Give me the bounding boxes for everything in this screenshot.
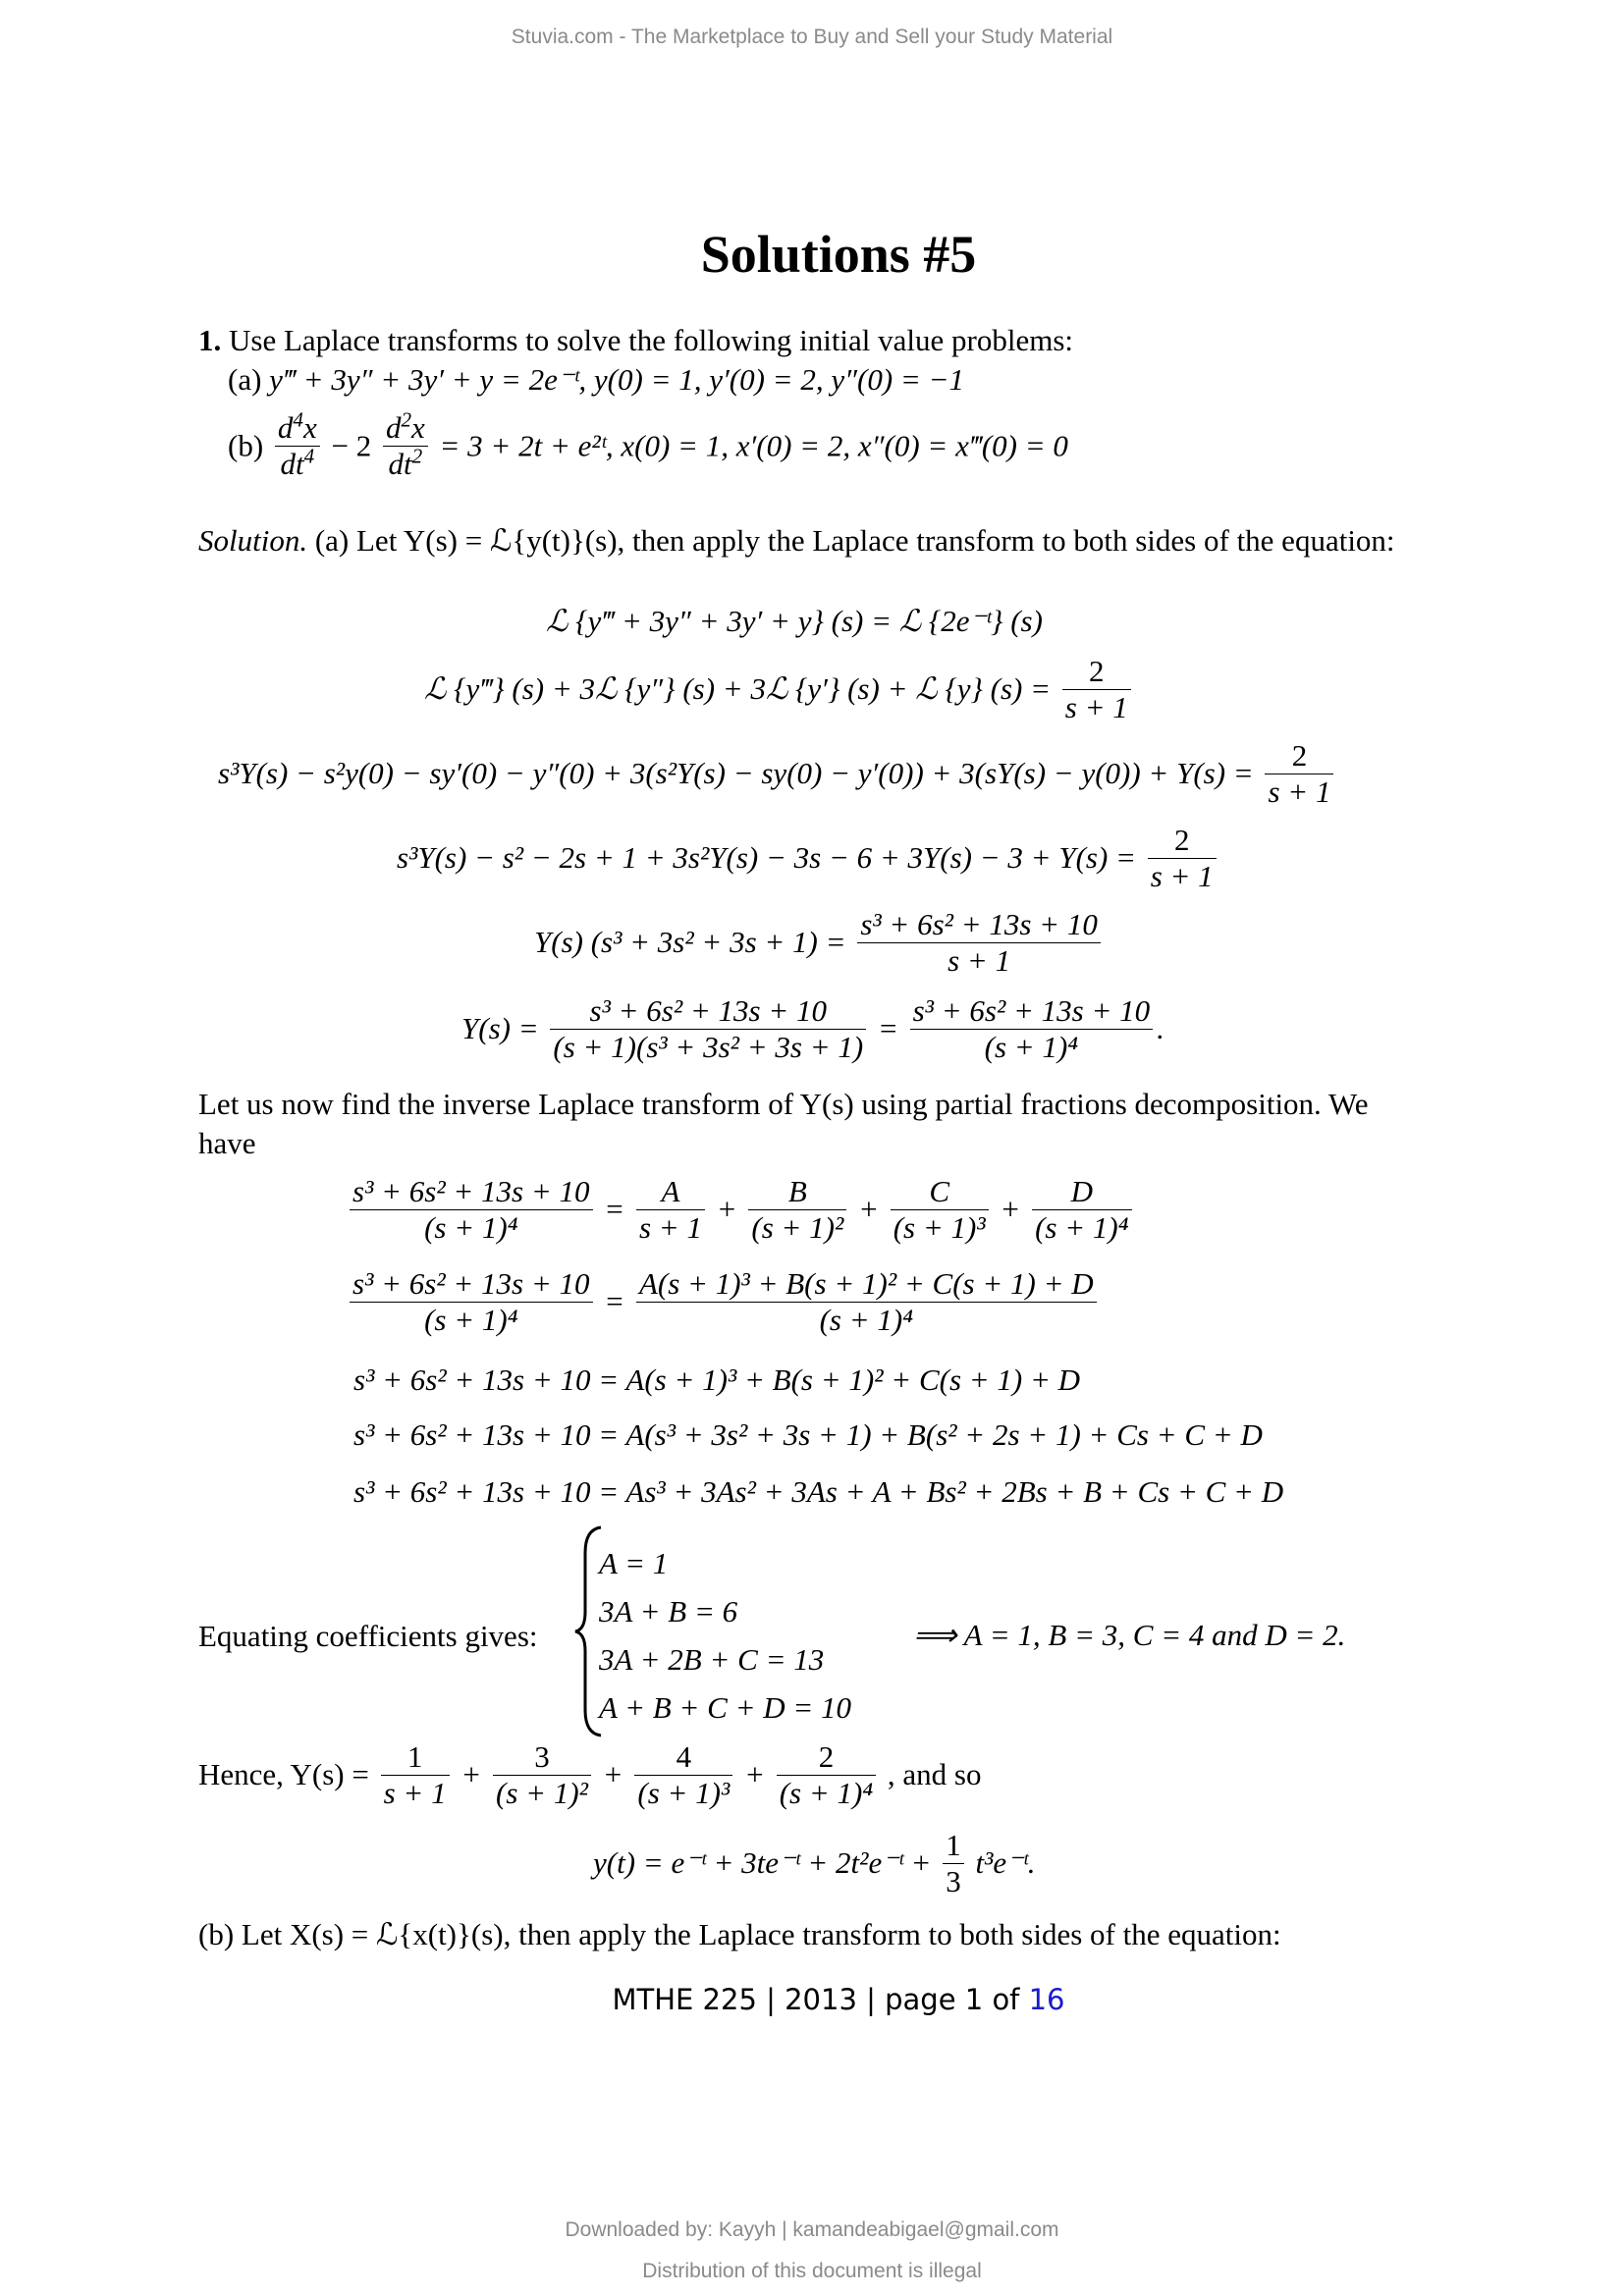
- d2x-dt2-fraction: $\frac{d^2x}{dt^2}$: [383, 410, 428, 481]
- partial-fraction-line-1: $\frac{\text{s³ + 6s² + 13s + 10}}{\text{(s + 1)⁴}}$ = $\frac{A}{s + 1}$ + $\frac{B}{\text{(s + 1)²}}$ + $\frac{C}{\text{(s + 1)³}}$ + $\frac{D}{\text{(s + 1)⁴}}$: [346, 1174, 1136, 1245]
- solution-label: Solution.: [198, 523, 308, 558]
- partial-fraction-line-3: s³ + 6s² + 13s + 10 = A(s + 1)³ + B(s + 1)² + C(s + 1) + D: [353, 1362, 1081, 1397]
- final-solution: y(t) = e⁻ᵗ + 3te⁻ᵗ + 2t²e⁻ᵗ + $\frac{1}{3}$ t³e⁻ᵗ.: [593, 1828, 1036, 1898]
- rhs-fraction: $\frac{2}{s + 1}$: [1148, 823, 1217, 893]
- system-eq-2: 3A + B = 6: [599, 1594, 738, 1629]
- derivation-step-2: ℒ {y‴} (s) + 3ℒ {y″} (s) + 3ℒ {y′} (s) + ℒ {y} (s) = $\frac{2}{s + 1}$: [424, 654, 1135, 724]
- watermark-distribution: Distribution of this document is illegal: [642, 2260, 982, 2282]
- derivation-step-1: ℒ {y‴ + 3y″ + 3y′ + y} (s) = ℒ {2e⁻ᵗ} (s): [546, 604, 1043, 638]
- problem-statement: [198, 322, 1073, 358]
- system-eq-3: 3A + 2B + C = 13: [599, 1642, 825, 1677]
- hence-line: Hence, Y(s) = $\frac{1}{s + 1}$ + $\frac{3}{\text{(s + 1)²}}$ + $\frac{4}{\text{(s + 1)³}}$ + $\frac{2}{\text{(s + 1)⁴}}$ , and so: [198, 1739, 982, 1810]
- equating-label: Equating coefficients gives:: [198, 1619, 538, 1653]
- y-fraction-simplified: $\frac{\text{s³ + 6s² + 13s + 10}}{\text{(s + 1)⁴}}$: [910, 993, 1154, 1064]
- partial-fraction-line-4: s³ + 6s² + 13s + 10 = A(s³ + 3s² + 3s + 1) + B(s² + 2s + 1) + Cs + C + D: [353, 1417, 1263, 1452]
- problem-part-b: (b) $\frac{d^4x}{dt^4}$ − 2 $\frac{d^2x}{dt^2}$ = 3 + 2t + e²ᵗ, x(0) = 1, x′(0) = 2, x″(0) = x‴(0) = 0: [228, 407, 1068, 481]
- y-fraction: $\frac{\text{s³ + 6s² + 13s + 10}}{s + 1}$: [857, 907, 1101, 978]
- y-fraction-expanded: $\frac{\text{s³ + 6s² + 13s + 10}}{\text{(s + 1)(s³ + 3s² + 3s + 1)}}$: [550, 993, 866, 1064]
- inverse-text-line-2: have: [198, 1126, 256, 1160]
- inverse-text-line-1: Let us now find the inverse Laplace transform of Y(s) using partial fractions decomposition. We: [198, 1087, 1369, 1121]
- system-eq-4: A + B + C + D = 10: [599, 1690, 852, 1725]
- part-b-label: (b): [228, 428, 264, 463]
- part-b-equation: = 3 + 2t + e²ᵗ, x(0) = 1, x′(0) = 2, x″(0) = x‴(0) = 0: [439, 428, 1068, 463]
- rhs-fraction: $\frac{2}{s + 1}$: [1062, 654, 1131, 724]
- coefficient-system: [599, 1539, 851, 1732]
- rhs-fraction: $\frac{2}{s + 1}$: [1265, 738, 1333, 809]
- derivation-step-3: s³Y(s) − s²y(0) − sy′(0) − y″(0) + 3(s²Y(s) − sy(0) − y′(0)) + 3(sY(s) − y(0)) + Y(s) = $\frac{2}{s + 1}$: [218, 738, 1337, 809]
- solution-intro-a-text: (a) Let Y(s) = ℒ{y(t)}(s), then apply the Laplace transform to both sides of the equation:: [314, 523, 1395, 558]
- page-title: Solutions #5: [700, 225, 977, 284]
- solution-intro-b: (b) Let X(s) = ℒ{x(t)}(s), then apply the Laplace transform to both sides of the equation:: [198, 1917, 1281, 1951]
- page-footer: [0, 1983, 1624, 2016]
- derivation-step-4: s³Y(s) − s² − 2s + 1 + 3s²Y(s) − 3s − 6 + 3Y(s) − 3 + Y(s) = $\frac{2}{s + 1}$: [397, 823, 1220, 893]
- system-result: ⟹ A = 1, B = 3, C = 4 and D = 2.: [913, 1618, 1346, 1652]
- watermark-download: Downloaded by: Kayyh | kamandeabigael@gmail.com: [565, 2218, 1059, 2241]
- part-a-label: (a): [228, 362, 262, 397]
- problem-text: Use Laplace transforms to solve the following initial value problems:: [229, 323, 1074, 357]
- system-eq-1: A = 1: [599, 1546, 669, 1580]
- partial-fraction-line-2: $\frac{\text{s³ + 6s² + 13s + 10}}{\text{(s + 1)⁴}}$ = $\frac{\text{A(s + 1)³ + B(s + 1)² + C(s + 1) + D}}{\text{(s + 1)⁴}}$: [346, 1266, 1101, 1337]
- footer-course: MTHE 225 | 2013 | page 1 of: [612, 1983, 1020, 2016]
- partial-fraction-line-5: s³ + 6s² + 13s + 10 = As³ + 3As² + 3As + A + Bs² + 2Bs + B + Cs + C + D: [353, 1474, 1284, 1509]
- derivation-step-5: Y(s) (s³ + 3s² + 3s + 1) = $\frac{\text{s³ + 6s² + 13s + 10}}{s + 1}$: [534, 907, 1105, 978]
- watermark-top: Stuvia.com - The Marketplace to Buy and Sell your Study Material: [511, 26, 1113, 48]
- solution-intro-a: [198, 522, 1395, 559]
- total-pages-link[interactable]: 16: [1028, 1983, 1065, 2016]
- derivation-step-6: Y(s) = $\frac{\text{s³ + 6s² + 13s + 10}}{\text{(s + 1)(s³ + 3s² + 3s + 1)}}$ = $\frac{\text{s³ + 6s² + 13s + 10}}{\text{(s + 1)⁴}}$ .: [461, 993, 1164, 1064]
- d4x-dt4-fraction: $\frac{d^4x}{dt^4}$: [275, 410, 320, 481]
- problem-part-a: [228, 361, 964, 398]
- part-a-equation: y‴ + 3y″ + 3y′ + y = 2e⁻ᵗ, y(0) = 1, y′(0) = 2, y″(0) = −1: [269, 362, 964, 397]
- problem-number: 1.: [198, 323, 222, 357]
